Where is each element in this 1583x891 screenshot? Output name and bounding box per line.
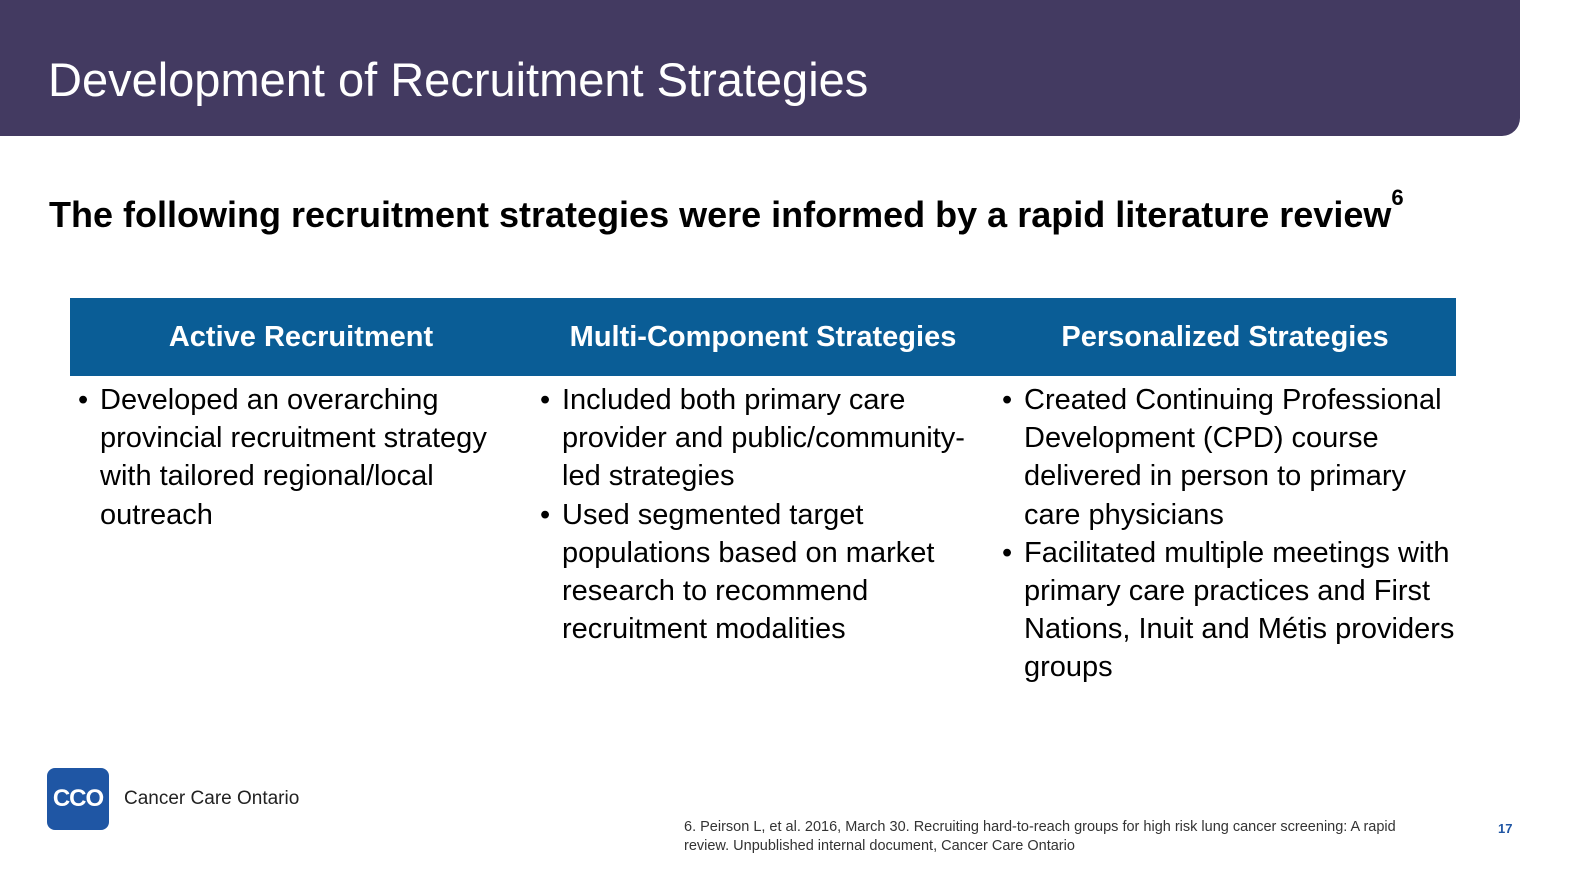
bullet-item: • Facilitated multiple meetings with primary care practices and First Nations, Inuit and Métis providers groups [1002, 534, 1456, 687]
header-multi-component-strategies: Multi-Component Strategies [569, 320, 957, 353]
cco-logo-mark: CCO [47, 768, 109, 830]
subtitle-text: The following recruitment strategies were informed by a rapid literature review [49, 194, 1392, 235]
bullet-item: • Used segmented target populations based on market research to recommend recruitment modalities [540, 496, 994, 649]
title-bar [0, 0, 1520, 136]
table-header [70, 298, 1456, 376]
bullet-item: • Included both primary care provider and public/community-led strategies [540, 381, 994, 496]
cco-logo-name: Cancer Care Ontario [124, 788, 300, 809]
bullet-item: • Created Continuing Professional Development (CPD) course delivered in person to primary care physicians [1002, 381, 1456, 534]
header-personalized-strategies: Personalized Strategies [1061, 320, 1389, 353]
slide-title: Development of Recruitment Strategies [48, 53, 869, 106]
strategy-table [70, 298, 1456, 687]
column-active-recruitment [70, 381, 532, 687]
column-multi-component-strategies [532, 381, 994, 687]
table-body [70, 376, 1456, 687]
bullet-item: • Developed an overarching provincial recruitment strategy with tailored regional/local outreach [78, 381, 532, 534]
footnote: 6. Peirson L, et al. 2016, March 30. Recruiting hard-to-reach groups for high risk lung cancer screening: A rapid review. Unpublished internal document, Cancer Care Ontario [684, 819, 1396, 854]
slide-subtitle [49, 185, 1469, 238]
header-active-recruitment: Active Recruitment [168, 320, 434, 353]
subtitle-superscript: 6 [1391, 185, 1404, 210]
cco-logo [47, 768, 299, 830]
page-number: 17 [1498, 821, 1513, 836]
column-personalized-strategies [994, 381, 1456, 687]
